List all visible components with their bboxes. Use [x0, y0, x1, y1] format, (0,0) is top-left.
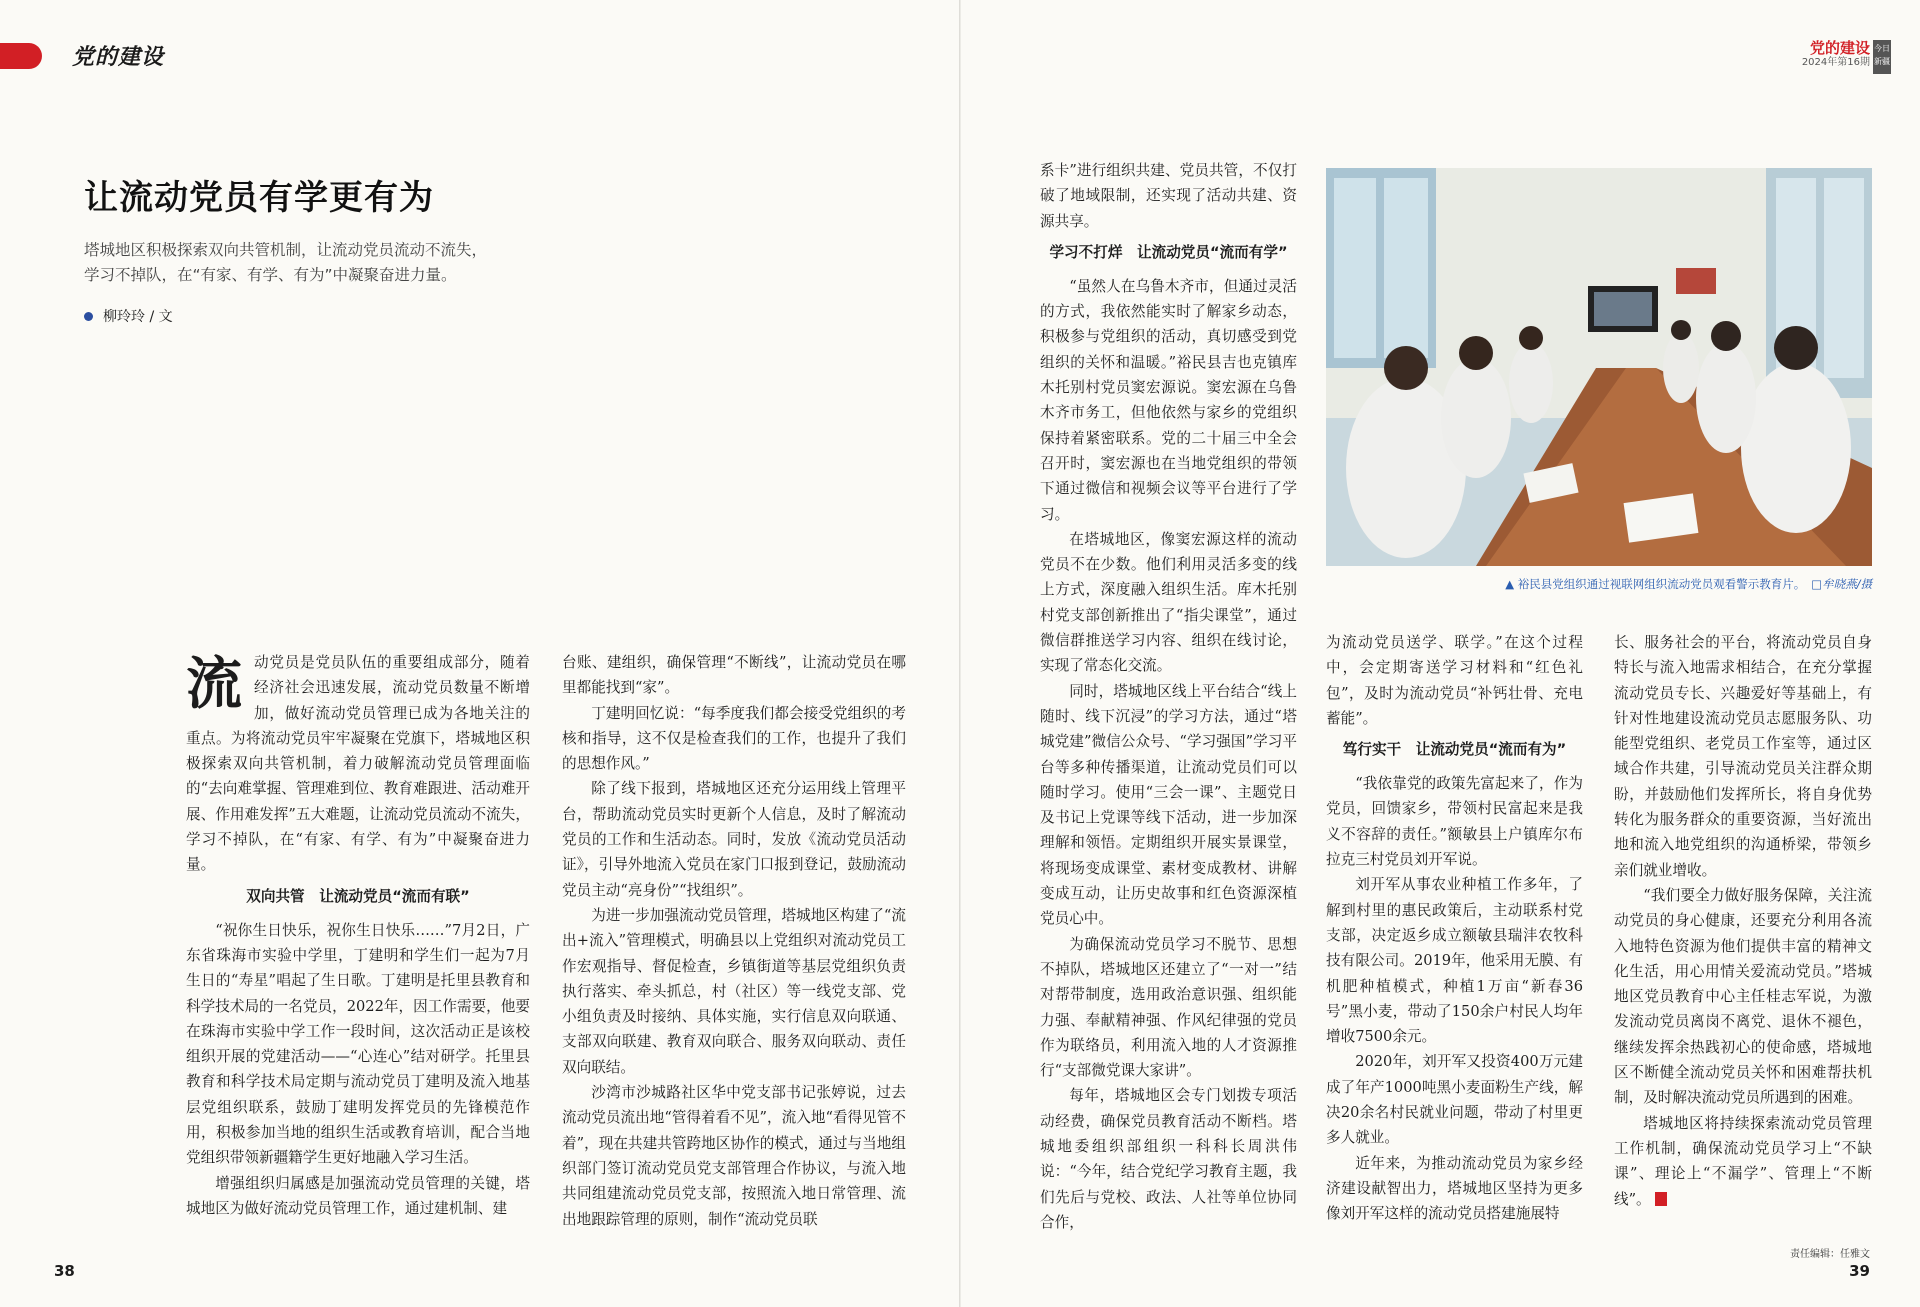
drop-cap: 流: [186, 651, 242, 717]
badge-line-1: 今日: [1874, 44, 1890, 53]
section-red-tab: [0, 43, 42, 69]
article-column-5: [1614, 630, 1872, 1212]
paragraph: 丁建明回忆说：“每季度我们都会接受党组织的考核和指导，这不仅是检查我们的工作，也提升了我们的思想作风。”: [562, 704, 906, 773]
paragraph: 2020年，刘开军又投资400万元建成了年产1000吨黑小麦面粉生产线，解决20余名村民就业问题，带动了村里更多人就业。: [1326, 1053, 1583, 1147]
section-title-left: 党的建设: [72, 44, 165, 70]
header-right: [1770, 40, 1870, 69]
article-column-2: [562, 650, 906, 1232]
paragraph: “我依靠党的政策先富起来了，作为党员，回馈家乡，带领村民富起来是我义不容辞的责任。”额敏县上户镇库尔布拉克三村党员刘开军说。: [1326, 775, 1583, 869]
author-line: [84, 306, 173, 326]
author-bullet: [84, 312, 93, 321]
paragraph: [1614, 1111, 1872, 1212]
article-column-4: [1326, 630, 1583, 1227]
paragraph: “我们要全力做好服务保障，关注流动党员的身心健康，还要充分利用各流入地特色资源为他们提供丰富的精神文化生活，用心用情关爱流动党员。”塔城地区党员教育中心主任桂志军说，为激发流动党员离岗不离党、退休不褪色，继续发挥余热践初心的使命感，塔城地区不断健全流动党员关怀和困难帮扶机制，及时解决流动党员所遇到的困难。: [1614, 886, 1872, 1107]
badge-line-2: 新疆: [1874, 57, 1890, 66]
issue-label: 2024年第16期: [1801, 57, 1870, 68]
paragraph: 为确保流动党员学习不脱节、思想不掉队，塔城地区还建立了“一对一”结对帮带制度，选用政治意识强、组织能力强、奉献精神强、作风纪律强的党员作为联络员，利用流入地的人才资源推行“支部微党课大家讲”。: [1040, 935, 1297, 1080]
caption-text: 裕民县党组织通过视联网组织流动党员观看警示教育片。: [1517, 577, 1806, 591]
photo-credit: □牟晓燕/摄: [1811, 577, 1872, 591]
lead-line-1: 塔城地区积极探索双向共管机制，让流动党员流动不流失，: [84, 241, 488, 259]
section-heading: 双向共管 让流动党员“流而有联”: [246, 887, 470, 905]
article-column-3: [1040, 158, 1297, 1235]
caption-triangle-icon: ▲: [1505, 577, 1518, 591]
paragraph: 沙湾市沙城路社区华中党支部书记张婷说，过去流动党员流出地“管得着看不见”，流入地“看得见管不着”，现在共建共管跨地区协作的模式，通过与当地组织部门签订流动党员党支部管理合作协议，与流入地共同组建流动党员党支部，按照流入地日常管理、流出地跟踪管理的原则，制作“流动党员联: [562, 1084, 906, 1228]
page-fold: [959, 0, 961, 1307]
author-name: 柳玲玲 / 文: [103, 309, 173, 325]
paragraph: 每年，塔城地区会专门划拨专项活动经费，确保党员教育活动不断档。塔城地委组织部组织一科科长周洪伟说：“今年，结合党纪学习教育主题，我们先后与党校、政法、人社等单位协同合作，: [1040, 1087, 1297, 1231]
paragraph: 系卡”进行组织共建、党员共管，不仅打破了地域限制，还实现了活动共建、资源共享。: [1040, 162, 1297, 230]
paragraph-text: 塔城地区将持续探索流动党员管理工作机制，确保流动党员学习上“不缺课”、理论上“不漏学”、管理上“不断线”。: [1614, 1114, 1872, 1208]
paragraph: “祝你生日快乐，祝你生日快乐……”7月2日，广东省珠海市实验中学里，丁建明和学生们一起为7月生日的“寿星”唱起了生日歌。丁建明是托里县教育和科学技术局的一名党员，2022年，因工作需要，他要在珠海市实验中学工作一段时间，这次活动正是该校组织开展的党建活动——“心连心”结对研学。托里县教育和科学技术局定期与流动党员丁建明及流入地基层党组织联系，鼓励丁建明发挥党员的先锋模范作用，积极参加当地的组织生活或教育培训，配合当地党组织带领新疆籍学生更好地融入学习生活。: [186, 921, 530, 1167]
paragraph: 除了线下报到，塔城地区还充分运用线上管理平台，帮助流动党员实时更新个人信息，及时了解流动党员的工作和生活动态。同时，发放《流动党员活动证》，引导外地流入党员在家门口报到登记，鼓励流动党员主动“亮身份”“找组织”。: [562, 780, 906, 899]
lead-line-2: 学习不掉队，在“有家、有学、有为”中凝聚奋进力量。: [84, 266, 457, 284]
article-column-1: [186, 650, 530, 1221]
paragraph: 长、服务社会的平台，将流动党员自身特长与流入地需求相结合，在充分掌握流动党员专长、兴趣爱好等基础上，有针对性地建设流动党员志愿服务队、功能型党组织、老党员工作室等，通过区域合作共建，引导流动党员关注群众期盼，并鼓励他们发挥所长，将自身优势转化为服务群众的重要资源，当好流出地和流入地党组织的沟通桥梁，带领乡亲们就业增收。: [1614, 634, 1872, 879]
paragraph: 在塔城地区，像窦宏源这样的流动党员不在少数。他们利用灵活多变的线上方式，深度融入组织生活。库木托别村党支部创新推出了“指尖课堂”，通过微信群推送学习内容、组织在线讨论，实现了常态化交流。: [1040, 530, 1297, 675]
meeting-photo-illustration: [1326, 168, 1872, 566]
paragraph: 为进一步加强流动党员管理，塔城地区构建了“流出+流入”管理模式，明确县以上党组织对流动党员工作宏观指导、督促检查，乡镇街道等基层党组织负责执行落实、牵头抓总，村（社区）等一线党支部、党小组负责及时接纳、具体实施，实行信息双向联通、支部双向联建、教育双向联合、服务双向联动、责任双向联结。: [562, 906, 906, 1076]
photo-caption: [1476, 576, 1872, 592]
page-number-right: 39: [1849, 1262, 1870, 1280]
end-mark-icon: [1655, 1192, 1667, 1206]
paragraph: 同时，塔城地区线上平台结合“线上随时、线下沉浸”的学习方法，通过“塔城党建”微信公众号、“学习强国”学习平台等多种传播渠道，让流动党员们可以随时学习。使用“三会一课”、主题党日及书记上党课等线下活动，进一步加深理解和领悟。定期组织开展实景课堂，将现场变成课堂、素材变成教材、讲解变成互动，让历史故事和红色资源深植党员心中。: [1040, 682, 1297, 928]
section-heading: 学习不打烊 让流动党员“流而有学”: [1049, 243, 1288, 261]
paragraph: 近年来，为推动流动党员为家乡经济建设献智出力，塔城地区坚持为更多像刘开军这样的流动党员搭建施展特: [1326, 1154, 1583, 1223]
page-number-left: 38: [54, 1262, 75, 1280]
editor-credit: 责任编辑：任雅文: [1790, 1249, 1870, 1260]
section-title-right: 党的建设: [1809, 39, 1870, 57]
paragraph: 台账、建组织，确保管理“不断线”，让流动党员在哪里都能找到“家”。: [562, 654, 906, 697]
meeting-photo: [1326, 168, 1872, 566]
section-heading: 笃行实干 让流动党员“流而有为”: [1342, 741, 1567, 759]
paragraph: 为流动党员送学、联学。”在这个过程中，会定期寄送学习材料和“红色礼包”，及时为流动党员“补钙壮骨、充电蓄能”。: [1326, 634, 1583, 727]
paragraph: 增强组织归属感是加强流动党员管理的关键，塔城地区为做好流动党员管理工作，通过建机制、建: [186, 1174, 530, 1217]
article-title: 让流动党员有学更有为: [84, 178, 434, 218]
paragraph: 动党员是党员队伍的重要组成部分，随着经济社会迅速发展，流动党员数量不断增加，做好流动党员管理已成为各地关注的重点。为将流动党员牢牢凝聚在党旗下，塔城地区积极探索双向共管机制，着力破解流动党员管理面临的“去向难掌握、管理难到位、教育难跟进、活动难开展、作用难发挥”五大难题，让流动党员流动不流失，学习不掉队，在“有家、有学、有为”中凝聚奋进力量。: [186, 654, 530, 874]
paragraph: “虽然人在乌鲁木齐市，但通过灵活的方式，我依然能实时了解家乡动态，积极参与党组织的活动，真切感受到党组织的关怀和温暖。”裕民县吉也克镇库木托别村党员窦宏源说。窦宏源在乌鲁木齐市务工，但他依然与家乡的党组织保持着紧密联系。党的二十届三中全会召开时，窦宏源也在当地党组织的带领下通过微信和视频会议等平台进行了学习。: [1040, 277, 1297, 523]
magazine-badge: [1873, 40, 1891, 74]
article-lead: [84, 238, 487, 288]
paragraph: 刘开军从事农业种植工作多年，了解到村里的惠民政策后，主动联系村党支部，决定返乡成立额敏县瑞沣农牧科技有限公司。2019年，他采用无膜、有机肥种植模式，种植1万亩“新春36号”黑小麦，带动了150余户村民人均年增收7500余元。: [1326, 876, 1583, 1046]
